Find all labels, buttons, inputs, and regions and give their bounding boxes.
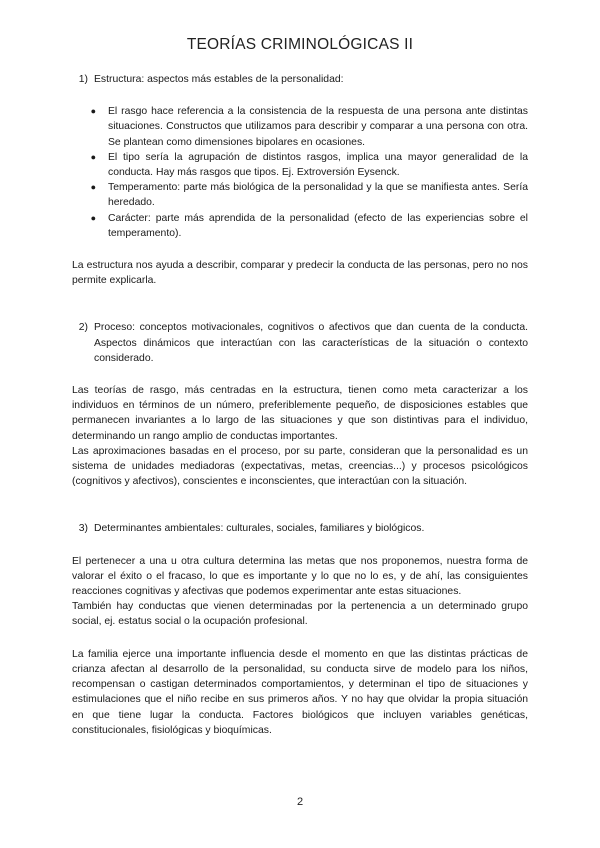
- bullet-icon: ●: [90, 212, 96, 223]
- paragraph: También hay conductas que vienen determinadas por la pertenencia a un determinado grupo social, ej. estatus social o la ocupación profesional.: [72, 601, 528, 628]
- bullet-text: El tipo sería la agrupación de distintos rasgos, implica una mayor generalidad de la conducta. Hay más rasgos que tipos. Ej. Extroversión Eysenck.: [108, 151, 528, 179]
- page-number: 2: [296, 796, 304, 808]
- section-estructura: [72, 72, 528, 288]
- section-heading: [72, 320, 528, 366]
- bullet-text: Temperamento: parte más biológica de la personalidad y la que se manifiesta antes. Sería heredado.: [108, 182, 528, 209]
- section-heading-text: Estructura: aspectos más estables de la personalidad:: [94, 74, 344, 85]
- bullet-text: El rasgo hace referencia a la consistencia de la respuesta de una persona ante distintas situaciones. Constructos que utilizamos para describir y comparar a una persona con otra. Se plantean como dimensiones bipolares en ocasiones.: [108, 106, 528, 148]
- page-title: TEORÍAS CRIMINOLÓGICAS II: [186, 36, 414, 53]
- section-determinantes: [72, 521, 528, 737]
- paragraph: La familia ejerce una importante influencia desde el momento en que las distintas prácticas de crianza afectan al desarrollo de la personalidad, su conducta sirve de modelo para los niños, recompensan o castigan determinados comportamientos, y determinan el tipo de situaciones y estimulaciones que el niño recibe en sus primeros años. Y no hay que olvidar la propia situación en que tiene lugar la conducta. Factores biológicos que incluyen variables genéticas, constitucionales, fisiológicas y bioquímicas.: [72, 648, 528, 736]
- paragraph: Las teorías de rasgo, más centradas en la estructura, tienen como meta caracterizar a los individuos en términos de un número, preferiblemente pequeño, de disposiciones estables que permanecen invariantes a lo largo de las situaciones y que son distintivas para el individuo, determinando un rango amplio de conductas importantes.: [72, 385, 528, 442]
- bullet-icon: ●: [90, 106, 96, 117]
- bullet-list: [72, 104, 528, 241]
- list-item: [72, 150, 528, 180]
- section-number: 1): [78, 74, 88, 85]
- paragraph: El pertenecer a una u otra cultura determina las metas que nos proponemos, nuestra forma de valorar el éxito o el fracaso, lo que es importante y lo que no lo es, y de ahí, las consiguientes reacciones cognitivas y afectivas que podemos experimentar ante estas situaciones.: [72, 555, 528, 598]
- paragraph: La estructura nos ayuda a describir, comparar y predecir la conducta de las personas, pero no nos permite explicarla.: [72, 260, 528, 287]
- section-heading-text: Proceso: conceptos motivacionales, cognitivos o afectivos que dan cuenta de la conducta. Aspectos dinámicos que interactúan con las características de la situación o contexto considerado.: [94, 322, 528, 364]
- section-heading: [72, 521, 528, 536]
- document-body: [72, 72, 528, 738]
- bullet-icon: ●: [90, 182, 96, 193]
- section-heading-text: Determinantes ambientales: culturales, sociales, familiares y biológicos.: [94, 523, 425, 535]
- paragraph: Las aproximaciones basadas en el proceso, por su parte, consideran que la personalidad es un sistema de unidades mediadoras (expectativas, metas, creencias...) y procesos psicológicos (cognitivos y afectivos), conscientes e inconscientes, que interactúan con la situación.: [72, 445, 528, 488]
- list-item: [72, 211, 528, 241]
- bullet-icon: ●: [90, 151, 96, 162]
- section-number: 2): [78, 322, 88, 334]
- section-number: 3): [78, 523, 88, 535]
- list-item: [72, 180, 528, 210]
- list-item: [72, 104, 528, 150]
- bullet-text: Carácter: parte más aprendida de la personalidad (efecto de las experiencias sobre el temperamento).: [108, 212, 528, 239]
- section-heading: [72, 72, 528, 87]
- section-proceso: [72, 320, 528, 489]
